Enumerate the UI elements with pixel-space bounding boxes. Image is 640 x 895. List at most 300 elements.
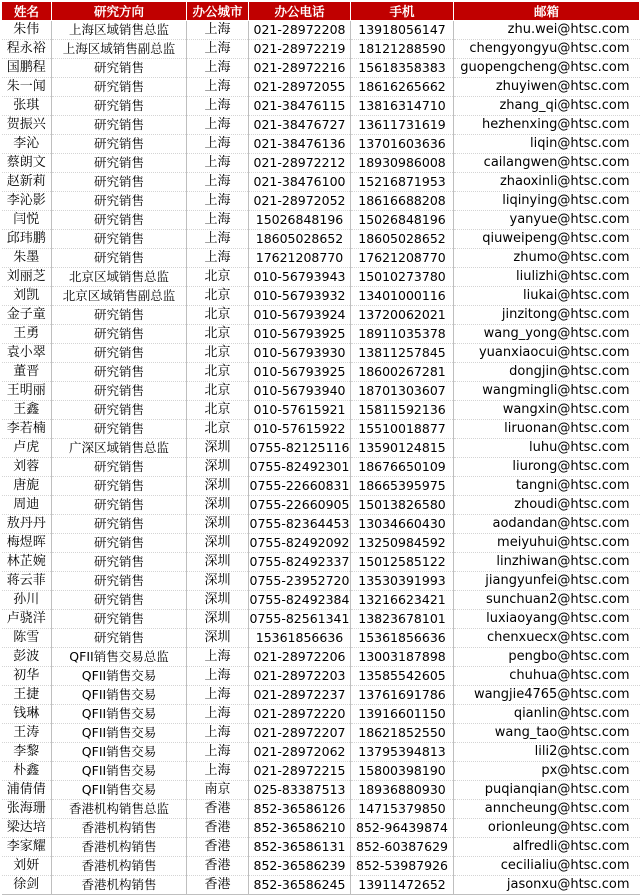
cell-name: 王明丽 — [2, 382, 52, 401]
cell-city: 上海 — [187, 78, 249, 97]
header-email: 邮箱 — [454, 2, 640, 21]
cell-email: luxiaoyang@htsc.com — [454, 610, 640, 629]
cell-name: 张琪 — [2, 97, 52, 116]
cell-direction: 研究销售 — [52, 363, 187, 382]
cell-name: 蔡朗文 — [2, 154, 52, 173]
cell-name: 李家耀 — [2, 838, 52, 857]
cell-name: 王鑫 — [2, 401, 52, 420]
cell-mobile: 13611731619 — [351, 116, 454, 135]
cell-city: 上海 — [187, 705, 249, 724]
cell-name: 初华 — [2, 667, 52, 686]
cell-direction: 香港机构销售 — [52, 876, 187, 895]
cell-city: 北京 — [187, 325, 249, 344]
cell-city: 深圳 — [187, 515, 249, 534]
cell-email: yuanxiaocui@htsc.com — [454, 344, 640, 363]
cell-name: 赵新莉 — [2, 173, 52, 192]
cell-email: meiyuhui@htsc.com — [454, 534, 640, 553]
table-row — [2, 781, 640, 800]
cell-email: alfredli@htsc.com — [454, 838, 640, 857]
cell-email: jinzitong@htsc.com — [454, 306, 640, 325]
cell-mobile: 18665395975 — [351, 477, 454, 496]
table-row — [2, 553, 640, 572]
table-row — [2, 211, 640, 230]
cell-phone: 021-28972206 — [249, 648, 351, 667]
cell-email: liukai@htsc.com — [454, 287, 640, 306]
cell-direction: 研究销售 — [52, 420, 187, 439]
cell-city: 上海 — [187, 230, 249, 249]
cell-mobile: 13585542605 — [351, 667, 454, 686]
cell-city: 香港 — [187, 876, 249, 895]
table-row — [2, 116, 640, 135]
cell-email: puqianqian@htsc.com — [454, 781, 640, 800]
cell-name: 王涛 — [2, 724, 52, 743]
cell-city: 深圳 — [187, 477, 249, 496]
cell-phone: 010-56793930 — [249, 344, 351, 363]
cell-direction: 研究销售 — [52, 401, 187, 420]
cell-mobile: 13530391993 — [351, 572, 454, 591]
cell-direction: QFII销售交易 — [52, 762, 187, 781]
table-body — [2, 21, 640, 895]
cell-city: 上海 — [187, 667, 249, 686]
table-row — [2, 610, 640, 629]
cell-name: 敖丹丹 — [2, 515, 52, 534]
cell-name: 朱伟 — [2, 21, 52, 40]
cell-name: 林芷婉 — [2, 553, 52, 572]
cell-mobile: 15811592136 — [351, 401, 454, 420]
table-row — [2, 382, 640, 401]
cell-email: dongjin@htsc.com — [454, 363, 640, 382]
cell-city: 香港 — [187, 857, 249, 876]
cell-direction: 研究销售 — [52, 230, 187, 249]
cell-name: 袁小翠 — [2, 344, 52, 363]
cell-phone: 0755-23952720 — [249, 572, 351, 591]
cell-mobile: 15013826580 — [351, 496, 454, 515]
cell-direction: 北京区域销售总监 — [52, 268, 187, 287]
cell-phone: 852-36586131 — [249, 838, 351, 857]
cell-phone: 021-28972220 — [249, 705, 351, 724]
table-row — [2, 857, 640, 876]
cell-name: 闫悦 — [2, 211, 52, 230]
cell-direction: 香港机构销售 — [52, 819, 187, 838]
cell-city: 上海 — [187, 116, 249, 135]
cell-email: chuhua@htsc.com — [454, 667, 640, 686]
cell-name: 蒋云菲 — [2, 572, 52, 591]
cell-name: 陈雪 — [2, 629, 52, 648]
cell-city: 北京 — [187, 401, 249, 420]
cell-phone: 021-28972062 — [249, 743, 351, 762]
cell-mobile: 13811257845 — [351, 344, 454, 363]
cell-phone: 021-28972215 — [249, 762, 351, 781]
cell-phone: 0755-82125116 — [249, 439, 351, 458]
cell-phone: 021-38476115 — [249, 97, 351, 116]
cell-phone: 0755-22660831 — [249, 477, 351, 496]
cell-mobile: 13590124815 — [351, 439, 454, 458]
cell-phone: 0755-82492092 — [249, 534, 351, 553]
cell-email: liurong@htsc.com — [454, 458, 640, 477]
table-row — [2, 876, 640, 895]
table-row — [2, 40, 640, 59]
cell-phone: 0755-82492337 — [249, 553, 351, 572]
cell-phone: 852-36586245 — [249, 876, 351, 895]
table-row — [2, 800, 640, 819]
cell-mobile: 18616265662 — [351, 78, 454, 97]
cell-email: luhu@htsc.com — [454, 439, 640, 458]
cell-email: linzhiwan@htsc.com — [454, 553, 640, 572]
cell-direction: 上海区域销售副总监 — [52, 40, 187, 59]
table-row — [2, 743, 640, 762]
cell-city: 上海 — [187, 762, 249, 781]
cell-direction: 研究销售 — [52, 496, 187, 515]
cell-name: 孙川 — [2, 591, 52, 610]
cell-phone: 0755-82561341 — [249, 610, 351, 629]
cell-city: 深圳 — [187, 610, 249, 629]
cell-name: 刘丽芝 — [2, 268, 52, 287]
table-row — [2, 192, 640, 211]
cell-email: cecilialiu@htsc.com — [454, 857, 640, 876]
cell-city: 上海 — [187, 59, 249, 78]
header-row — [2, 2, 640, 21]
cell-email: jiangyunfei@htsc.com — [454, 572, 640, 591]
cell-city: 上海 — [187, 40, 249, 59]
cell-city: 北京 — [187, 306, 249, 325]
cell-mobile: 15800398190 — [351, 762, 454, 781]
cell-mobile: 18930986008 — [351, 154, 454, 173]
cell-email: zhu.wei@htsc.com — [454, 21, 640, 40]
cell-city: 北京 — [187, 420, 249, 439]
cell-name: 金子童 — [2, 306, 52, 325]
cell-email: orionleung@htsc.com — [454, 819, 640, 838]
table-row — [2, 78, 640, 97]
cell-email: aodandan@htsc.com — [454, 515, 640, 534]
cell-email: zhoudi@htsc.com — [454, 496, 640, 515]
cell-direction: 研究销售 — [52, 629, 187, 648]
cell-phone: 010-56793924 — [249, 306, 351, 325]
cell-phone: 010-57615921 — [249, 401, 351, 420]
header-mobile: 手机 — [351, 2, 454, 21]
table-row — [2, 97, 640, 116]
cell-direction: 研究销售 — [52, 344, 187, 363]
table-row — [2, 439, 640, 458]
cell-city: 上海 — [187, 249, 249, 268]
table-row — [2, 287, 640, 306]
cell-phone: 15361856636 — [249, 629, 351, 648]
cell-phone: 852-36586210 — [249, 819, 351, 838]
cell-mobile: 13761691786 — [351, 686, 454, 705]
cell-city: 上海 — [187, 97, 249, 116]
cell-email: qianlin@htsc.com — [454, 705, 640, 724]
table-row — [2, 59, 640, 78]
cell-direction: QFII销售交易 — [52, 667, 187, 686]
cell-mobile: 15012585122 — [351, 553, 454, 572]
cell-city: 香港 — [187, 838, 249, 857]
cell-direction: 研究销售 — [52, 116, 187, 135]
cell-city: 北京 — [187, 363, 249, 382]
table-row — [2, 686, 640, 705]
table-row — [2, 363, 640, 382]
cell-phone: 021-28972219 — [249, 40, 351, 59]
table-row — [2, 458, 640, 477]
cell-city: 上海 — [187, 211, 249, 230]
cell-email: zhang_qi@htsc.com — [454, 97, 640, 116]
cell-city: 深圳 — [187, 458, 249, 477]
cell-name: 国鹏程 — [2, 59, 52, 78]
cell-name: 张海珊 — [2, 800, 52, 819]
header-phone: 办公电话 — [249, 2, 351, 21]
table-row — [2, 268, 640, 287]
cell-city: 上海 — [187, 21, 249, 40]
cell-name: 卢骁洋 — [2, 610, 52, 629]
cell-phone: 010-56793925 — [249, 325, 351, 344]
cell-phone: 021-28972216 — [249, 59, 351, 78]
cell-city: 上海 — [187, 192, 249, 211]
cell-direction: QFII销售交易 — [52, 724, 187, 743]
cell-phone: 18605028652 — [249, 230, 351, 249]
cell-direction: 研究销售 — [52, 135, 187, 154]
cell-mobile: 18600267281 — [351, 363, 454, 382]
cell-phone: 0755-82364453 — [249, 515, 351, 534]
cell-name: 梁达培 — [2, 819, 52, 838]
cell-phone: 0755-82492384 — [249, 591, 351, 610]
cell-direction: 香港机构销售 — [52, 857, 187, 876]
cell-mobile: 13918056147 — [351, 21, 454, 40]
cell-mobile: 13916601150 — [351, 705, 454, 724]
cell-mobile: 13003187898 — [351, 648, 454, 667]
cell-email: zhumo@htsc.com — [454, 249, 640, 268]
cell-email: zhuyiwen@htsc.com — [454, 78, 640, 97]
cell-city: 深圳 — [187, 553, 249, 572]
cell-name: 李若楠 — [2, 420, 52, 439]
cell-mobile: 13250984592 — [351, 534, 454, 553]
cell-name: 李沁影 — [2, 192, 52, 211]
cell-direction: 研究销售 — [52, 59, 187, 78]
cell-email: jasonxu@htsc.com — [454, 876, 640, 895]
table-row — [2, 306, 640, 325]
cell-email: liqinying@htsc.com — [454, 192, 640, 211]
cell-direction: 北京区域销售副总监 — [52, 287, 187, 306]
cell-direction: QFII销售交易 — [52, 781, 187, 800]
cell-phone: 010-56793932 — [249, 287, 351, 306]
cell-email: hezhenxing@htsc.com — [454, 116, 640, 135]
cell-phone: 010-56793943 — [249, 268, 351, 287]
cell-mobile: 13816314710 — [351, 97, 454, 116]
cell-email: cailangwen@htsc.com — [454, 154, 640, 173]
cell-email: pengbo@htsc.com — [454, 648, 640, 667]
cell-mobile: 18936880930 — [351, 781, 454, 800]
cell-name: 朱墨 — [2, 249, 52, 268]
table-row — [2, 648, 640, 667]
header-direction: 研究方向 — [52, 2, 187, 21]
cell-direction: 研究销售 — [52, 325, 187, 344]
cell-phone: 0755-82492301 — [249, 458, 351, 477]
cell-email: yanyue@htsc.com — [454, 211, 640, 230]
header-city: 办公城市 — [187, 2, 249, 21]
table-row — [2, 629, 640, 648]
cell-mobile: 13216623421 — [351, 591, 454, 610]
cell-mobile: 13701603636 — [351, 135, 454, 154]
cell-mobile: 18676650109 — [351, 458, 454, 477]
cell-name: 王勇 — [2, 325, 52, 344]
table-row — [2, 21, 640, 40]
cell-direction: QFII销售交易 — [52, 705, 187, 724]
cell-name: 彭波 — [2, 648, 52, 667]
cell-direction: 研究销售 — [52, 97, 187, 116]
cell-phone: 021-28972203 — [249, 667, 351, 686]
cell-mobile: 17621208770 — [351, 249, 454, 268]
cell-city: 深圳 — [187, 439, 249, 458]
cell-city: 深圳 — [187, 629, 249, 648]
cell-name: 唐旎 — [2, 477, 52, 496]
cell-name: 董晋 — [2, 363, 52, 382]
cell-phone: 852-36586239 — [249, 857, 351, 876]
table-row — [2, 572, 640, 591]
cell-mobile: 15510018877 — [351, 420, 454, 439]
cell-direction: 研究销售 — [52, 173, 187, 192]
cell-mobile: 15010273780 — [351, 268, 454, 287]
cell-phone: 021-38476727 — [249, 116, 351, 135]
table-row — [2, 515, 640, 534]
table-row — [2, 477, 640, 496]
cell-direction: 研究销售 — [52, 458, 187, 477]
cell-direction: 研究销售 — [52, 477, 187, 496]
cell-mobile: 15361856636 — [351, 629, 454, 648]
cell-mobile: 13401000116 — [351, 287, 454, 306]
cell-mobile: 13823678101 — [351, 610, 454, 629]
cell-direction: 香港机构销售 — [52, 838, 187, 857]
cell-name: 朴鑫 — [2, 762, 52, 781]
cell-phone: 021-28972055 — [249, 78, 351, 97]
cell-name: 梅煜晖 — [2, 534, 52, 553]
cell-name: 刘蓉 — [2, 458, 52, 477]
cell-city: 深圳 — [187, 591, 249, 610]
table-row — [2, 154, 640, 173]
cell-name: 邱玮鹏 — [2, 230, 52, 249]
table-row — [2, 838, 640, 857]
cell-direction: 广深区域销售总监 — [52, 439, 187, 458]
table-row — [2, 762, 640, 781]
cell-phone: 17621208770 — [249, 249, 351, 268]
cell-name: 徐剑 — [2, 876, 52, 895]
table-row — [2, 705, 640, 724]
cell-email: tangni@htsc.com — [454, 477, 640, 496]
table-row — [2, 534, 640, 553]
cell-mobile: 18911035378 — [351, 325, 454, 344]
table-row — [2, 724, 640, 743]
cell-name: 钱琳 — [2, 705, 52, 724]
cell-email: wangjie4765@htsc.com — [454, 686, 640, 705]
cell-city: 香港 — [187, 819, 249, 838]
contact-table — [1, 1, 640, 895]
cell-phone: 15026848196 — [249, 211, 351, 230]
cell-direction: 研究销售 — [52, 211, 187, 230]
cell-email: liulizhi@htsc.com — [454, 268, 640, 287]
cell-mobile: 15216871953 — [351, 173, 454, 192]
cell-mobile: 18605028652 — [351, 230, 454, 249]
cell-mobile: 18701303607 — [351, 382, 454, 401]
cell-city: 深圳 — [187, 496, 249, 515]
cell-direction: 香港机构销售总监 — [52, 800, 187, 819]
cell-mobile: 15026848196 — [351, 211, 454, 230]
cell-mobile: 13911472652 — [351, 876, 454, 895]
cell-email: liqin@htsc.com — [454, 135, 640, 154]
cell-phone: 021-28972237 — [249, 686, 351, 705]
table-row — [2, 344, 640, 363]
cell-email: wangmingli@htsc.com — [454, 382, 640, 401]
table-row — [2, 249, 640, 268]
cell-city: 北京 — [187, 287, 249, 306]
cell-email: qiuweipeng@htsc.com — [454, 230, 640, 249]
cell-city: 北京 — [187, 344, 249, 363]
cell-email: sunchuan2@htsc.com — [454, 591, 640, 610]
cell-mobile: 14715379850 — [351, 800, 454, 819]
cell-mobile: 18121288590 — [351, 40, 454, 59]
cell-name: 刘妍 — [2, 857, 52, 876]
cell-direction: 研究销售 — [52, 154, 187, 173]
cell-mobile: 852-96439874 — [351, 819, 454, 838]
cell-email: chengyongyu@htsc.com — [454, 40, 640, 59]
cell-email: anncheung@htsc.com — [454, 800, 640, 819]
cell-direction: QFII销售交易 — [52, 686, 187, 705]
cell-email: wang_yong@htsc.com — [454, 325, 640, 344]
cell-mobile: 13795394813 — [351, 743, 454, 762]
cell-city: 深圳 — [187, 534, 249, 553]
cell-city: 南京 — [187, 781, 249, 800]
cell-mobile: 13720062021 — [351, 306, 454, 325]
cell-direction: 研究销售 — [52, 249, 187, 268]
cell-name: 卢虎 — [2, 439, 52, 458]
table-row — [2, 230, 640, 249]
cell-direction: 研究销售 — [52, 382, 187, 401]
cell-mobile: 18621852550 — [351, 724, 454, 743]
cell-direction: 研究销售 — [52, 553, 187, 572]
cell-mobile: 852-60387629 — [351, 838, 454, 857]
cell-city: 上海 — [187, 135, 249, 154]
cell-email: wangxin@htsc.com — [454, 401, 640, 420]
cell-name: 刘凯 — [2, 287, 52, 306]
cell-city: 上海 — [187, 154, 249, 173]
cell-name: 贺振兴 — [2, 116, 52, 135]
cell-phone: 025-83387513 — [249, 781, 351, 800]
cell-city: 上海 — [187, 173, 249, 192]
cell-mobile: 852-53987926 — [351, 857, 454, 876]
table-row — [2, 420, 640, 439]
header-name: 姓名 — [2, 2, 52, 21]
cell-direction: 研究销售 — [52, 78, 187, 97]
table-row — [2, 496, 640, 515]
cell-phone: 021-28972207 — [249, 724, 351, 743]
cell-phone: 852-36586126 — [249, 800, 351, 819]
cell-city: 上海 — [187, 743, 249, 762]
cell-email: lili2@htsc.com — [454, 743, 640, 762]
cell-direction: 研究销售 — [52, 572, 187, 591]
cell-name: 程永裕 — [2, 40, 52, 59]
cell-direction: 研究销售 — [52, 306, 187, 325]
cell-email: px@htsc.com — [454, 762, 640, 781]
cell-direction: 研究销售 — [52, 534, 187, 553]
cell-direction: QFII销售交易总监 — [52, 648, 187, 667]
cell-city: 香港 — [187, 800, 249, 819]
table-row — [2, 819, 640, 838]
cell-city: 深圳 — [187, 572, 249, 591]
cell-phone: 021-28972208 — [249, 21, 351, 40]
cell-name: 浦倩倩 — [2, 781, 52, 800]
cell-city: 上海 — [187, 686, 249, 705]
cell-mobile: 15618358383 — [351, 59, 454, 78]
cell-city: 北京 — [187, 268, 249, 287]
cell-email: chenxuecx@htsc.com — [454, 629, 640, 648]
table-row — [2, 591, 640, 610]
table-row — [2, 173, 640, 192]
cell-email: wang_tao@htsc.com — [454, 724, 640, 743]
